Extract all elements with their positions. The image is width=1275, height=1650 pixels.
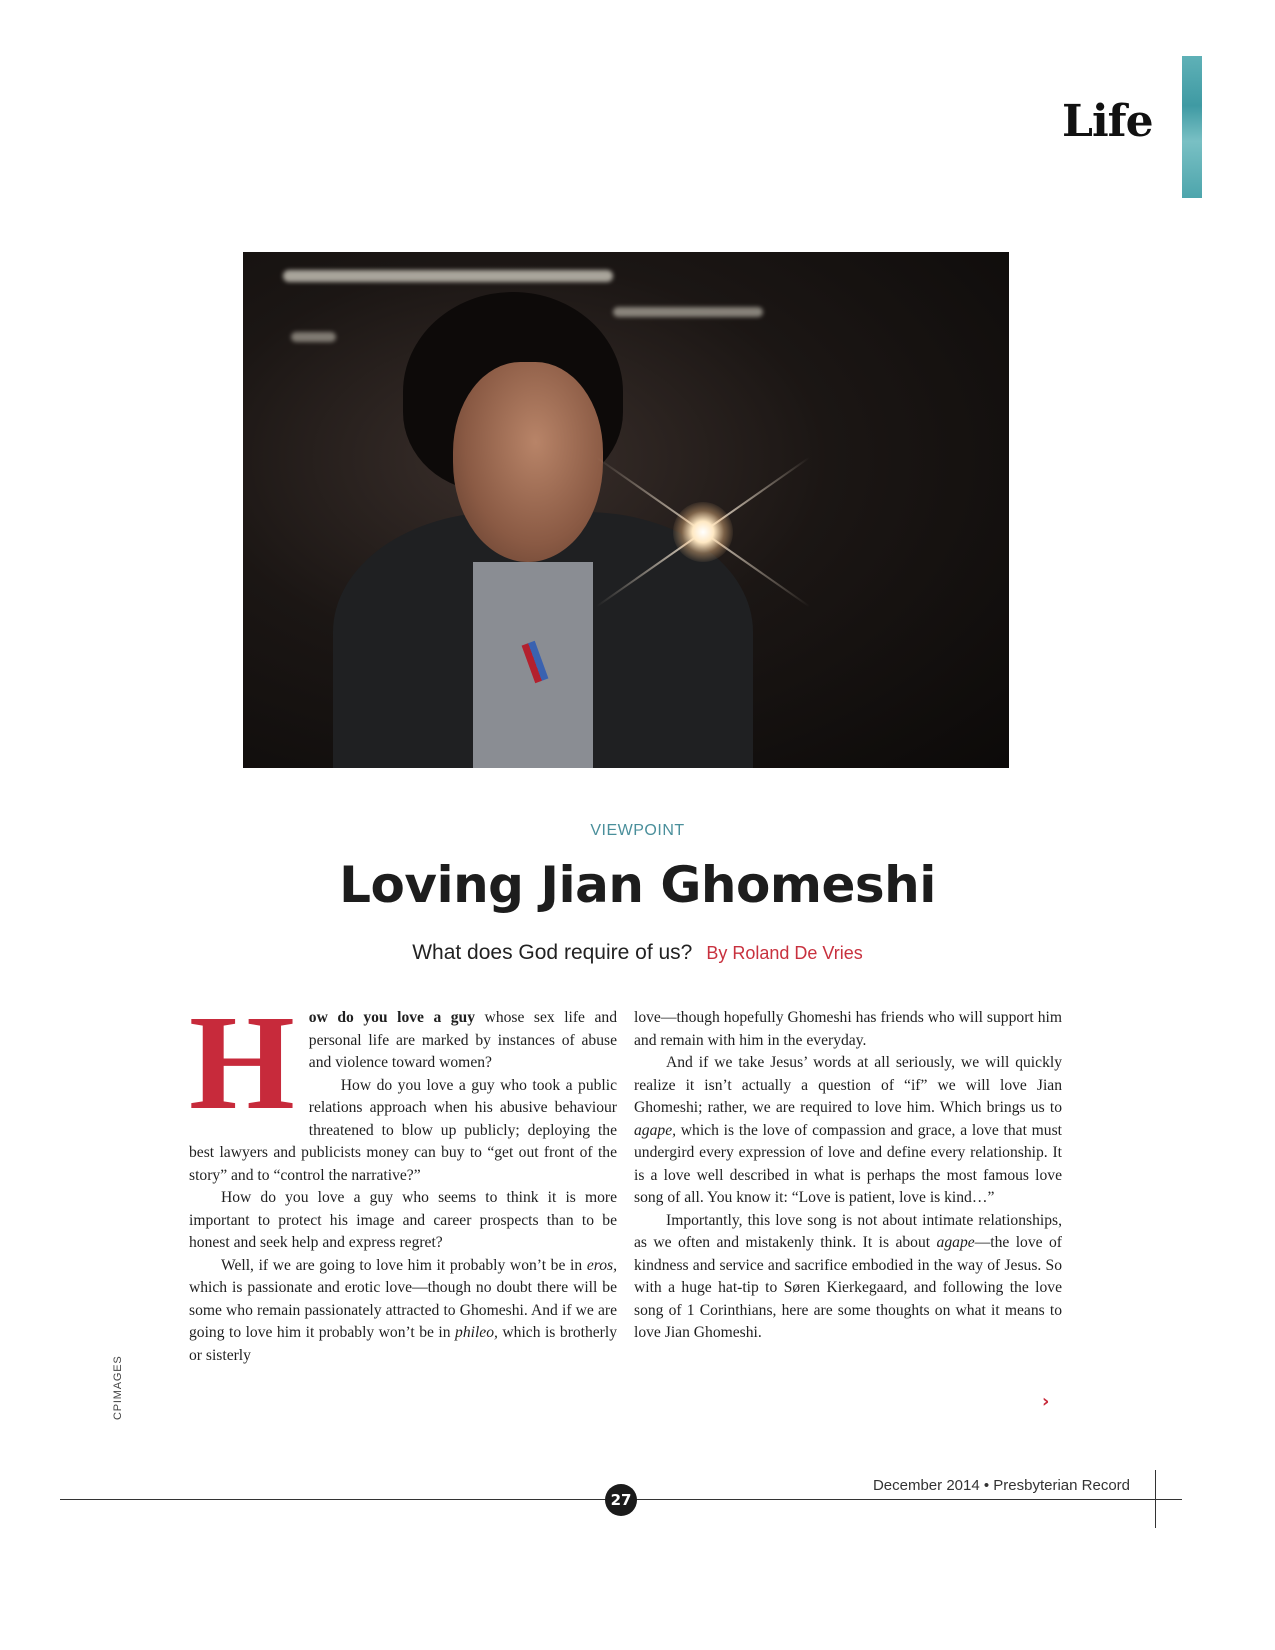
paragraph-text: whose sex life and personal life are marked by instances of abuse and violence toward women? (308, 1009, 617, 1071)
continue-arrow-icon[interactable]: › (1042, 1391, 1050, 1412)
paragraph-text: which is the love of compassion and grace, a love that must undergird every expression of love and define every relationship. It is a love well described in what is perhaps the most famous love song of all. You know it: “Love is patient, love is kind…” (634, 1121, 1062, 1206)
paragraph-text: Well, if we are going to love him it probably won’t be in (221, 1256, 587, 1274)
lead-in: ow do you love a guy (308, 1009, 476, 1026)
term-eros: eros, (586, 1256, 617, 1274)
lens-flare (673, 502, 733, 562)
term-phileo: phileo, (455, 1324, 498, 1341)
article-dek (0, 941, 1275, 965)
term-agape: agape, (634, 1121, 677, 1139)
dek-text: What does God require of us? (412, 941, 693, 964)
article-column-2 (634, 1007, 1062, 1345)
paragraph-text: —the love of kindness and service and sacrifice embodied in the way of Jesus. So with a huge hat-tip to Søren Kierkegaard, and following the love song of 1 Corinthians, here are some thoughts on what it means to love Jian Ghomeshi. (634, 1234, 1062, 1341)
paragraph (189, 1255, 617, 1368)
article-kicker: VIEWPOINT (590, 822, 685, 839)
ceiling-light (283, 270, 613, 282)
term-agape: agape (936, 1234, 975, 1251)
article-headline: Loving Jian Ghomeshi (339, 856, 936, 914)
photo-face (453, 362, 603, 562)
ceiling-light (613, 307, 763, 317)
paragraph-text: which is passionate and erotic love—though no doubt there will be some who remain passionately attracted to Ghomeshi. And if we are going to love him it probably won’t be in (189, 1279, 617, 1341)
section-color-bar (1182, 56, 1202, 198)
paragraph: How do you love a guy who took a public relations approach when his abusive behaviour threatened to blow up publicly; deploying the best lawyers and publicists money can buy to “get out front of the story” and to “control the narrative?” (189, 1076, 617, 1184)
page-number: 27 (605, 1484, 637, 1516)
paragraph: How do you love a guy who seems to think it is more important to protect his image and career prospects than to be honest and seek help and express regret? (189, 1189, 617, 1251)
byline: By Roland De Vries (706, 943, 863, 963)
issue-info: December 2014 • Presbyterian Record (872, 1477, 1130, 1494)
ceiling-light (291, 332, 336, 342)
paragraph-text: Importantly, this love song is not about intimate relationships, as we often and mistakenly think. It is about (634, 1211, 1062, 1251)
drop-cap: H (189, 988, 295, 1138)
footer-vertical-rule (1155, 1470, 1156, 1528)
photo-credit: CPIMAGES (112, 1355, 124, 1420)
paragraph-text: And if we take Jesus’ words at all seriously, we will quickly realize it isn’t actually a question of “if” we will love Jian Ghomeshi; rather, we are required to love him. Which brings us to (634, 1054, 1062, 1116)
article-column-1 (189, 988, 617, 1367)
paragraph (634, 1052, 1062, 1210)
paragraph (634, 1210, 1062, 1345)
section-label: Life (1062, 96, 1153, 147)
article-photo (243, 252, 1009, 768)
paragraph-text: which is brotherly or sisterly (189, 1324, 617, 1364)
paragraph: love—though hopefully Ghomeshi has friends who will support him and remain with him in the everyday. (634, 1009, 1062, 1049)
